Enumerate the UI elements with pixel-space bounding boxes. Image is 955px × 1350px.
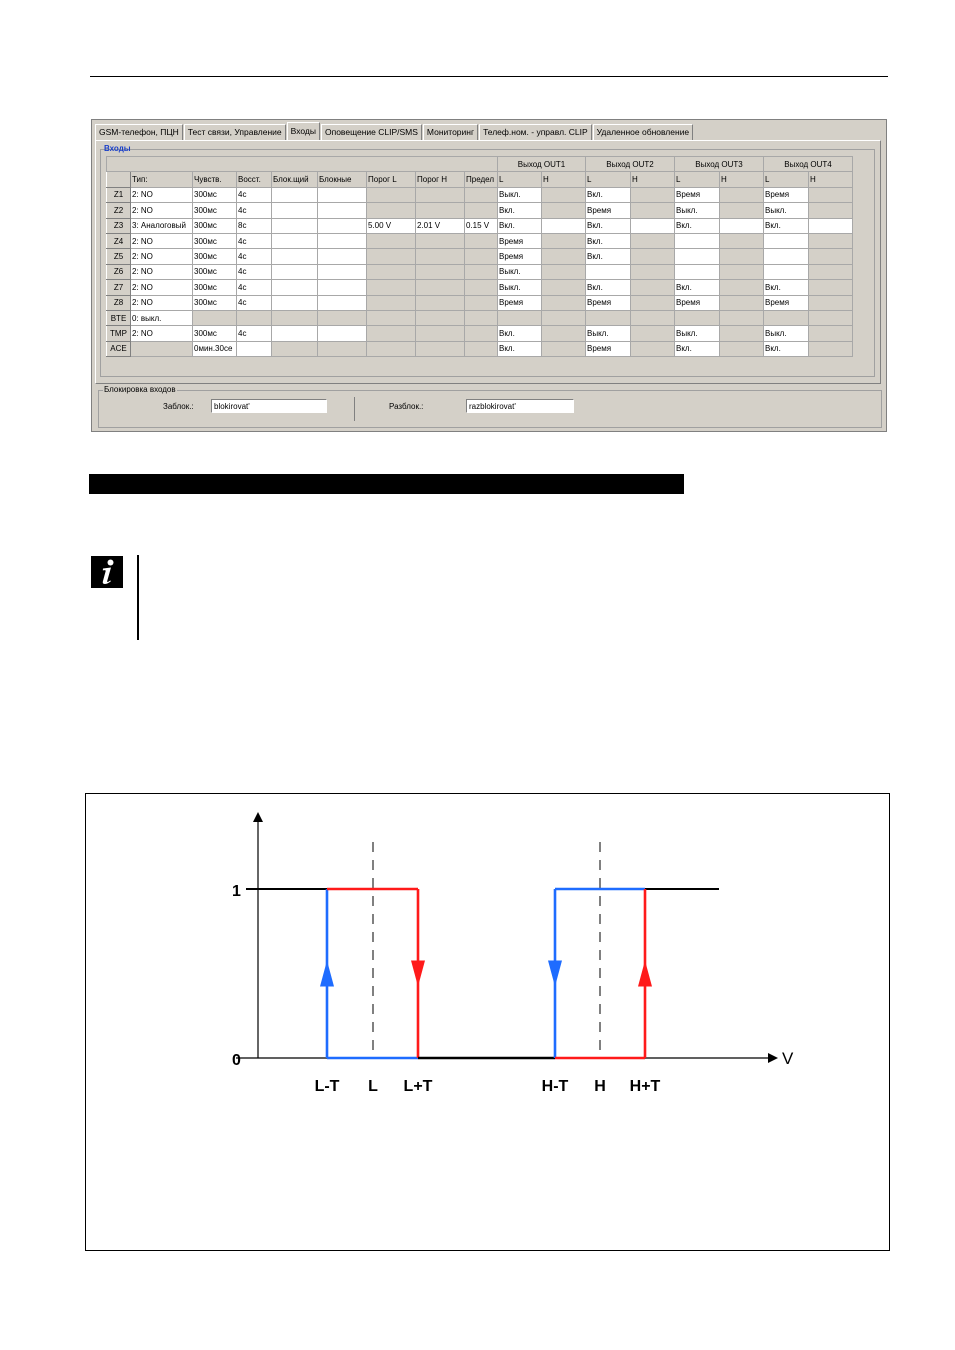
grid-cell[interactable] — [720, 341, 764, 356]
info-icon — [91, 556, 123, 588]
grid-cell[interactable] — [272, 326, 318, 341]
grid-cell[interactable] — [272, 280, 318, 295]
x-tick-label: H+T — [629, 1078, 661, 1095]
grid-cell[interactable] — [809, 280, 853, 295]
x-tick-label: H-T — [541, 1078, 569, 1095]
grid-cell[interactable]: Время — [498, 295, 542, 310]
grid-cell[interactable] — [318, 203, 367, 218]
grid-cell[interactable] — [318, 280, 367, 295]
table-row — [107, 310, 853, 325]
grid-cell[interactable]: 300мс — [193, 203, 237, 218]
table-row — [107, 203, 853, 218]
row-header-z7[interactable]: Z7 — [107, 280, 131, 295]
grid-cell[interactable] — [367, 249, 416, 264]
unlock-label: Разблок.: — [389, 402, 424, 411]
grid-cell[interactable]: Вкл. — [764, 218, 809, 233]
col-header: L — [498, 172, 542, 187]
grid-cell[interactable]: 2: NO — [131, 280, 193, 295]
x-tick-label: H — [594, 1078, 606, 1095]
grid-cell[interactable]: Вкл. — [586, 187, 631, 202]
row-header-tmp[interactable]: TMP — [107, 326, 131, 341]
grid-cell[interactable]: 4с — [237, 249, 272, 264]
row-header-z5[interactable]: Z5 — [107, 249, 131, 264]
lock-label: Заблок.: — [163, 402, 194, 411]
direction-arrow-3 — [411, 961, 425, 987]
grid-cell[interactable]: 300мс — [193, 218, 237, 233]
grid-cell[interactable]: Вкл. — [498, 341, 542, 356]
tab-bar — [95, 124, 694, 140]
x-tick-label: L — [368, 1078, 378, 1095]
grid-cell[interactable] — [193, 310, 237, 325]
grid-cell[interactable] — [631, 280, 675, 295]
grid-cell[interactable] — [720, 280, 764, 295]
col-header: Чувств. — [193, 172, 237, 187]
table-row — [107, 280, 853, 295]
input-lock-group — [98, 385, 882, 428]
unlock-command-input[interactable]: razblokirovat' — [466, 399, 574, 413]
table-row — [107, 295, 853, 310]
col-header: H — [720, 172, 764, 187]
grid-cell[interactable] — [272, 264, 318, 279]
table-row — [107, 218, 853, 233]
row-header-z3[interactable]: Z3 — [107, 218, 131, 233]
grid-cell[interactable]: Выкл. — [586, 326, 631, 341]
grid-cell[interactable]: 300мс — [193, 233, 237, 248]
col-header: Порог L — [367, 172, 416, 187]
col-header: Порог H — [416, 172, 465, 187]
lock-separator — [354, 397, 355, 421]
col-header: L — [764, 172, 809, 187]
grid-cell[interactable] — [318, 341, 367, 356]
grid-cell[interactable] — [416, 326, 465, 341]
grid-cell[interactable]: Выкл. — [764, 326, 809, 341]
grid-cell[interactable] — [720, 187, 764, 202]
grid-cell[interactable] — [237, 341, 272, 356]
grid-cell[interactable] — [631, 341, 675, 356]
grid-cell[interactable]: 2: NO — [131, 326, 193, 341]
grid-cell[interactable]: Вкл. — [675, 280, 720, 295]
grid-cell[interactable] — [542, 249, 586, 264]
grid-cell[interactable]: 4с — [237, 264, 272, 279]
grid-cell[interactable]: Вкл. — [586, 280, 631, 295]
grid-cell[interactable] — [465, 341, 498, 356]
grid-cell[interactable]: Вкл. — [498, 326, 542, 341]
grid-cell[interactable] — [318, 233, 367, 248]
grid-cell[interactable] — [631, 310, 675, 325]
grid-cell[interactable] — [809, 326, 853, 341]
grid-cell[interactable] — [416, 203, 465, 218]
grid-cell[interactable] — [318, 187, 367, 202]
x-tick-label: L+T — [403, 1078, 433, 1095]
grid-cell[interactable] — [367, 264, 416, 279]
table-row — [107, 341, 853, 356]
grid-cell[interactable] — [809, 310, 853, 325]
grid-cell[interactable]: 0: выкл. — [131, 310, 193, 325]
col-header: L — [675, 172, 720, 187]
row-header-z6[interactable]: Z6 — [107, 264, 131, 279]
x-tick-label: L-T — [314, 1078, 340, 1095]
grid-cell[interactable] — [764, 249, 809, 264]
grid-cell[interactable] — [367, 233, 416, 248]
grid-cell[interactable] — [675, 310, 720, 325]
col-header: Восст. — [237, 172, 272, 187]
grid-cell[interactable] — [272, 249, 318, 264]
out-header-4: Выход OUT4 — [764, 157, 853, 172]
tab-5[interactable]: Телеф.ном. - управл. CLIP — [479, 124, 592, 140]
row-header-z1[interactable]: Z1 — [107, 187, 131, 202]
tab-2[interactable]: Входы — [287, 122, 320, 140]
grid-cell[interactable] — [809, 203, 853, 218]
grid-cell[interactable]: 4с — [237, 280, 272, 295]
col-header: H — [631, 172, 675, 187]
grid-cell[interactable] — [631, 326, 675, 341]
grid-cell[interactable] — [586, 264, 631, 279]
col-header: H — [542, 172, 586, 187]
tab-0[interactable]: GSM-телефон, ПЦН — [95, 124, 183, 140]
panel-title: Входы — [104, 144, 131, 153]
grid-cell[interactable]: 300мс — [193, 326, 237, 341]
hysteresis-chart — [86, 794, 891, 1252]
grid-cell[interactable] — [367, 203, 416, 218]
grid-cell[interactable]: Время — [586, 295, 631, 310]
grid-cell[interactable] — [131, 341, 193, 356]
row-header-z4[interactable]: Z4 — [107, 233, 131, 248]
grid-cell[interactable] — [764, 233, 809, 248]
grid-cell[interactable] — [764, 310, 809, 325]
col-header: Блок.щий — [272, 172, 318, 187]
grid-cell[interactable]: Время — [764, 187, 809, 202]
row-header-bte[interactable]: BTE — [107, 310, 131, 325]
grid-cell[interactable]: Выкл. — [764, 203, 809, 218]
grid-cell[interactable] — [764, 264, 809, 279]
grid-cell[interactable] — [675, 249, 720, 264]
grid-cell[interactable]: Время — [498, 233, 542, 248]
grid-cell[interactable] — [720, 218, 764, 233]
grid-cell[interactable] — [465, 280, 498, 295]
grid-cell[interactable]: Время — [764, 295, 809, 310]
grid-cell[interactable]: 4с — [237, 187, 272, 202]
col-header: Тип: — [131, 172, 193, 187]
grid-cell[interactable] — [272, 233, 318, 248]
grid-cell[interactable]: 300мс — [193, 187, 237, 202]
grid-cell[interactable] — [272, 295, 318, 310]
grid-cell[interactable]: 0.15 V — [465, 218, 498, 233]
grid-cell[interactable] — [675, 233, 720, 248]
grid-cell[interactable]: 2: NO — [131, 295, 193, 310]
table-row — [107, 264, 853, 279]
grid-cell[interactable] — [318, 264, 367, 279]
grid-cell[interactable]: 4с — [237, 233, 272, 248]
grid-cell[interactable]: Выкл. — [498, 264, 542, 279]
grid-cell[interactable] — [809, 341, 853, 356]
header-rule — [90, 76, 888, 77]
grid-cell[interactable]: Выкл. — [498, 187, 542, 202]
grid-cell[interactable] — [542, 326, 586, 341]
tab-4[interactable]: Мониторинг — [423, 124, 478, 140]
grid-cell[interactable] — [720, 264, 764, 279]
grid-cell[interactable] — [631, 295, 675, 310]
grid-cell[interactable] — [720, 233, 764, 248]
col-header: Предел — [465, 172, 498, 187]
grid-cell[interactable] — [809, 295, 853, 310]
inputs-config-window — [91, 119, 887, 432]
y-tick-label: 1 — [232, 883, 241, 900]
grid-cell[interactable] — [367, 187, 416, 202]
grid-cell[interactable] — [720, 295, 764, 310]
grid-cell[interactable] — [631, 218, 675, 233]
grid-header-spacer — [107, 157, 498, 172]
grid-cell[interactable] — [367, 310, 416, 325]
table-row — [107, 187, 853, 202]
grid-cell[interactable]: 2: NO — [131, 187, 193, 202]
table-row — [107, 233, 853, 248]
grid-cell[interactable]: Время — [498, 249, 542, 264]
grid-cell[interactable] — [631, 264, 675, 279]
grid-cell[interactable] — [542, 341, 586, 356]
grid-cell[interactable] — [465, 249, 498, 264]
grid-cell[interactable] — [465, 203, 498, 218]
grid-cell[interactable] — [272, 187, 318, 202]
grid-cell[interactable] — [416, 187, 465, 202]
grid-cell[interactable] — [318, 249, 367, 264]
grid-cell[interactable] — [809, 233, 853, 248]
grid-cell[interactable] — [675, 264, 720, 279]
grid-cell[interactable] — [809, 187, 853, 202]
grid-cell[interactable] — [542, 310, 586, 325]
grid-cell[interactable]: 300мс — [193, 295, 237, 310]
row-header-z8[interactable]: Z8 — [107, 295, 131, 310]
grid-cell[interactable] — [809, 264, 853, 279]
inputs-grid — [106, 156, 853, 357]
grid-cell[interactable] — [318, 218, 367, 233]
grid-cell[interactable]: 0мин.30се — [193, 341, 237, 356]
grid-cell[interactable]: 4с — [237, 326, 272, 341]
grid-cell[interactable] — [237, 310, 272, 325]
grid-cell[interactable]: Вкл. — [764, 280, 809, 295]
table-row — [107, 249, 853, 264]
redacted-heading-bar — [89, 474, 684, 494]
tab-6[interactable]: Удаленное обновление — [593, 124, 694, 140]
grid-cell[interactable]: Время — [586, 203, 631, 218]
grid-cell[interactable] — [631, 233, 675, 248]
inputs-panel — [95, 140, 881, 384]
grid-cell[interactable]: 2: NO — [131, 264, 193, 279]
hysteresis-figure — [85, 793, 890, 1251]
grid-cell[interactable]: Вкл. — [586, 233, 631, 248]
grid-cell[interactable]: Вкл. — [586, 249, 631, 264]
row-header-ace[interactable]: ACE — [107, 341, 131, 356]
grid-cell[interactable] — [498, 310, 542, 325]
grid-cell[interactable] — [631, 187, 675, 202]
grid-cell[interactable] — [586, 310, 631, 325]
grid-cell[interactable] — [542, 233, 586, 248]
grid-cell[interactable] — [720, 310, 764, 325]
table-row — [107, 326, 853, 341]
grid-cell[interactable] — [542, 280, 586, 295]
row-header-z2[interactable]: Z2 — [107, 203, 131, 218]
grid-cell[interactable] — [542, 203, 586, 218]
tab-1[interactable]: Тест связи, Управление — [184, 124, 286, 140]
grid-cell[interactable] — [465, 264, 498, 279]
grid-cell[interactable] — [720, 203, 764, 218]
grid-cell[interactable] — [416, 280, 465, 295]
grid-cell[interactable] — [542, 218, 586, 233]
grid-cell[interactable]: Время — [586, 341, 631, 356]
grid-cell[interactable]: 2: NO — [131, 203, 193, 218]
y-tick-label: 0 — [232, 1052, 241, 1069]
grid-cell[interactable] — [367, 280, 416, 295]
grid-cell[interactable]: Выкл. — [675, 203, 720, 218]
direction-arrow-5 — [548, 961, 562, 987]
grid-cell[interactable] — [720, 326, 764, 341]
grid-cell[interactable]: Вкл. — [764, 341, 809, 356]
grid-cell[interactable] — [631, 249, 675, 264]
note-divider — [137, 555, 139, 640]
direction-arrow-0 — [320, 961, 334, 987]
grid-cell[interactable] — [465, 326, 498, 341]
grid-cell[interactable]: 3: Аналоговый — [131, 218, 193, 233]
col-header: Блокные — [318, 172, 367, 187]
grid-cell[interactable]: Выкл. — [675, 326, 720, 341]
grid-cell[interactable] — [318, 310, 367, 325]
grid-cell[interactable]: Вкл. — [498, 203, 542, 218]
grid-cell[interactable]: Время — [675, 187, 720, 202]
grid-cell[interactable] — [416, 249, 465, 264]
grid-cell[interactable]: Вкл. — [586, 218, 631, 233]
grid-cell[interactable]: 300мс — [193, 249, 237, 264]
grid-cell[interactable] — [809, 249, 853, 264]
grid-cell[interactable] — [416, 341, 465, 356]
col-header: L — [586, 172, 631, 187]
tab-3[interactable]: Оповещение CLIP/SMS — [321, 124, 422, 140]
grid-cell[interactable] — [272, 218, 318, 233]
grid-cell[interactable]: 5.00 V — [367, 218, 416, 233]
lock-command-input[interactable]: blokirovat' — [211, 399, 327, 413]
grid-cell[interactable] — [367, 295, 416, 310]
grid-cell[interactable]: Вкл. — [675, 218, 720, 233]
grid-cell[interactable]: 4с — [237, 203, 272, 218]
direction-arrow-8 — [638, 961, 652, 987]
grid-cell[interactable] — [272, 310, 318, 325]
grid-cell[interactable] — [465, 310, 498, 325]
grid-cell[interactable]: Выкл. — [498, 280, 542, 295]
grid-cell[interactable]: 2.01 V — [416, 218, 465, 233]
out-header-2: Выход OUT2 — [586, 157, 675, 172]
grid-cell[interactable] — [465, 187, 498, 202]
grid-cell[interactable]: 300мс — [193, 280, 237, 295]
grid-cell[interactable]: Вкл. — [498, 218, 542, 233]
grid-cell[interactable] — [416, 295, 465, 310]
grid-cell[interactable] — [416, 233, 465, 248]
grid-cell[interactable]: 2: NO — [131, 233, 193, 248]
grid-cell[interactable]: 8с — [237, 218, 272, 233]
grid-cell[interactable] — [272, 203, 318, 218]
out-header-3: Выход OUT3 — [675, 157, 764, 172]
grid-cell[interactable] — [542, 264, 586, 279]
grid-cell[interactable] — [720, 249, 764, 264]
grid-cell[interactable]: Вкл. — [675, 341, 720, 356]
grid-cell[interactable] — [809, 218, 853, 233]
grid-cell[interactable] — [631, 203, 675, 218]
grid-cell[interactable] — [416, 264, 465, 279]
grid-cell[interactable]: Время — [675, 295, 720, 310]
col-header: H — [809, 172, 853, 187]
grid-cell[interactable]: 2: NO — [131, 249, 193, 264]
grid-corner — [107, 172, 131, 187]
grid-cell[interactable]: 4с — [237, 295, 272, 310]
x-axis-label: V — [782, 1049, 794, 1068]
grid-cell[interactable] — [318, 295, 367, 310]
grid-cell[interactable] — [542, 187, 586, 202]
grid-cell[interactable] — [465, 295, 498, 310]
grid-cell[interactable] — [318, 326, 367, 341]
lock-group-legend: Блокировка входов — [104, 385, 176, 394]
grid-cell[interactable] — [465, 233, 498, 248]
grid-cell[interactable] — [367, 341, 416, 356]
grid-cell[interactable] — [416, 310, 465, 325]
grid-cell[interactable] — [272, 341, 318, 356]
grid-cell[interactable] — [542, 295, 586, 310]
out-header-1: Выход OUT1 — [498, 157, 586, 172]
grid-cell[interactable] — [367, 326, 416, 341]
grid-cell[interactable]: 300мс — [193, 264, 237, 279]
